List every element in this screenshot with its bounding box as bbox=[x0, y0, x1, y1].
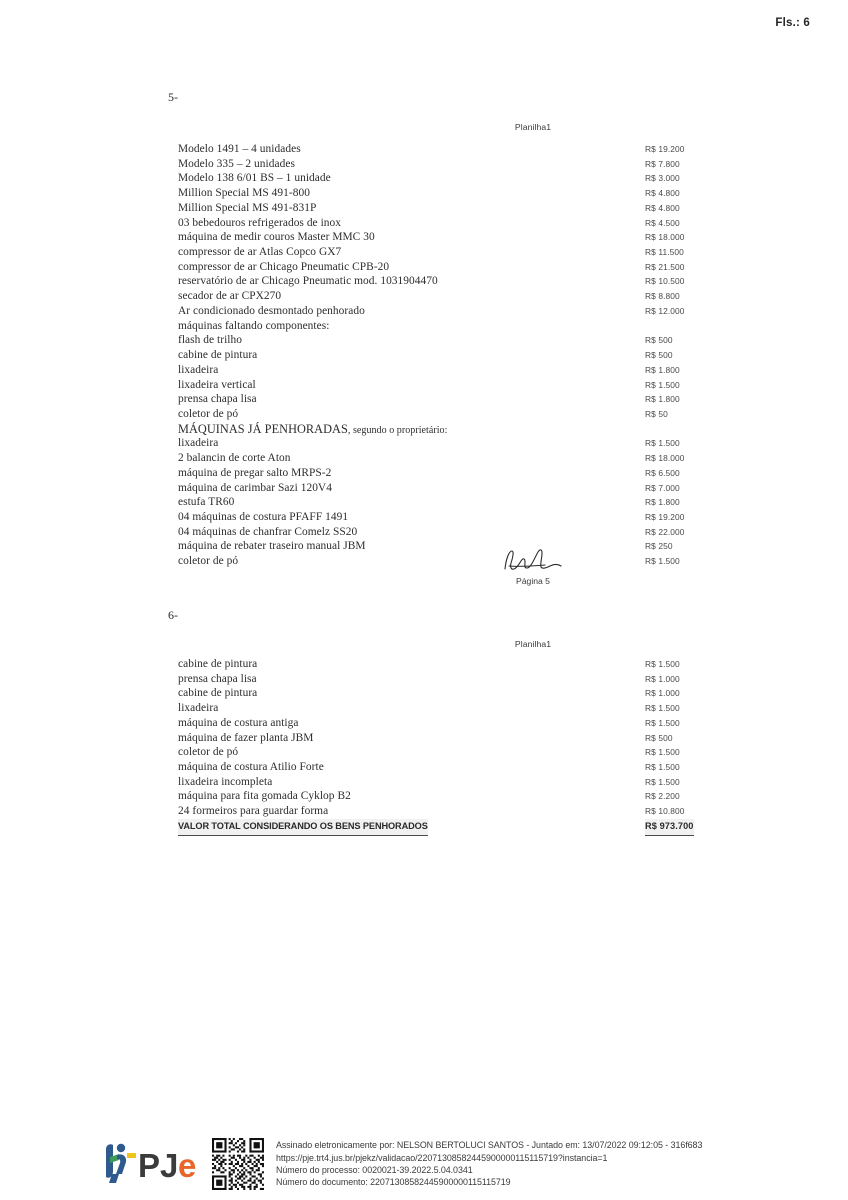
item-label: reservatório de ar Chicago Pneumatic mod. 1031904470 bbox=[178, 275, 438, 288]
item-label: flash de trilho bbox=[178, 334, 243, 347]
item-label: 04 máquinas de costura PFAFF 1491 bbox=[178, 510, 349, 523]
item-label: compressor de ar Atlas Copco GX7 bbox=[178, 246, 342, 259]
item-label: máquina de carimbar Sazi 120V4 bbox=[178, 481, 332, 494]
item-value: R$ 1.500 bbox=[645, 747, 680, 758]
table-row bbox=[178, 245, 738, 260]
table-row bbox=[178, 392, 738, 407]
item-label: 03 bebedouros refrigerados de inox bbox=[178, 216, 342, 229]
item-label: secador de ar CPX270 bbox=[178, 290, 282, 303]
item-value: R$ 19.200 bbox=[645, 511, 685, 522]
item-label: cabine de pintura bbox=[178, 687, 258, 700]
table-row bbox=[178, 731, 738, 746]
item-value: R$ 1.500 bbox=[645, 717, 680, 728]
item-label: cabine de pintura bbox=[178, 349, 258, 362]
item-label: máquina de pregar salto MRPS-2 bbox=[178, 466, 332, 479]
pje-logo bbox=[104, 1141, 204, 1187]
item-value: R$ 500 bbox=[645, 732, 673, 743]
item-label: MÁQUINAS JÁ PENHORADAS, segundo o proprietário: bbox=[178, 421, 448, 436]
item-label: lixadeira bbox=[178, 363, 219, 376]
item-value: R$ 1.500 bbox=[645, 703, 680, 714]
table-row bbox=[178, 363, 738, 378]
item-value: R$ 1.500 bbox=[645, 379, 680, 390]
table-row bbox=[178, 260, 738, 275]
page-folio-number: Fls.: 6 bbox=[775, 17, 810, 29]
item-label: lixadeira bbox=[178, 437, 219, 450]
item-value: R$ 500 bbox=[645, 350, 673, 361]
inventory-table bbox=[178, 657, 738, 834]
item-label: Modelo 138 6/01 BS – 1 unidade bbox=[178, 172, 331, 185]
sheet-tab-title: Planilha1 bbox=[514, 639, 552, 649]
item-label: máquinas faltando componentes: bbox=[178, 319, 330, 332]
pje-wordmark-e: e bbox=[178, 1147, 197, 1184]
item-label: estufa TR60 bbox=[178, 496, 235, 509]
item-label: máquina de rebater traseiro manual JBM bbox=[178, 540, 366, 553]
pje-signature-stamp bbox=[0, 1128, 848, 1200]
item-value: R$ 1.800 bbox=[645, 394, 680, 405]
signature-stamp-text bbox=[276, 1139, 702, 1189]
item-value: R$ 973.700 bbox=[645, 819, 694, 836]
item-value: R$ 3.000 bbox=[645, 173, 680, 184]
item-label: prensa chapa lisa bbox=[178, 393, 257, 406]
item-label: prensa chapa lisa bbox=[178, 672, 257, 685]
table-row bbox=[178, 760, 738, 775]
table-row bbox=[178, 436, 738, 451]
pje-figure-icon bbox=[106, 1144, 136, 1183]
item-label: máquina de costura Atilio Forte bbox=[178, 761, 324, 774]
handwritten-signature bbox=[497, 545, 569, 575]
item-value: R$ 11.500 bbox=[645, 247, 684, 258]
table-row bbox=[178, 451, 738, 466]
table-row bbox=[178, 407, 738, 422]
item-value: R$ 6.500 bbox=[645, 467, 680, 478]
table-row bbox=[178, 716, 738, 731]
table-row bbox=[178, 701, 738, 716]
item-value: R$ 1.800 bbox=[645, 497, 680, 508]
item-value: R$ 18.000 bbox=[645, 232, 685, 243]
item-label: compressor de ar Chicago Pneumatic CPB-20 bbox=[178, 260, 390, 273]
table-row bbox=[178, 481, 738, 496]
table-row bbox=[178, 422, 738, 437]
table-row bbox=[178, 333, 738, 348]
table-row bbox=[178, 348, 738, 363]
table-row bbox=[178, 657, 738, 672]
item-label: Modelo 1491 – 4 unidades bbox=[178, 143, 301, 155]
item-value: R$ 12.000 bbox=[645, 305, 685, 316]
item-value: R$ 4.800 bbox=[645, 202, 680, 213]
validation-qr-code bbox=[212, 1138, 264, 1190]
item-label: máquina para fita gomada Cyklop B2 bbox=[178, 790, 351, 803]
table-row bbox=[178, 230, 738, 245]
item-label: máquina de fazer planta JBM bbox=[178, 731, 314, 744]
item-value: R$ 2.200 bbox=[645, 791, 680, 802]
item-label: Ar condicionado desmontado penhorado bbox=[178, 304, 365, 317]
item-value: R$ 10.800 bbox=[645, 806, 685, 817]
table-row bbox=[178, 216, 738, 231]
item-value: R$ 4.800 bbox=[645, 188, 680, 199]
table-row bbox=[178, 495, 738, 510]
item-label: Million Special MS 491-831P bbox=[178, 201, 317, 214]
table-row bbox=[178, 804, 738, 819]
table-row bbox=[178, 378, 738, 393]
item-value: R$ 8.800 bbox=[645, 291, 680, 302]
item-value: R$ 250 bbox=[645, 541, 673, 552]
item-value: R$ 7.000 bbox=[645, 482, 680, 493]
stamp-line: Número do processo: 0020021-39.2022.5.04.0341 bbox=[276, 1165, 473, 1175]
table-row bbox=[178, 745, 738, 760]
item-value: R$ 1.000 bbox=[645, 688, 680, 699]
stamp-line: Assinado eletronicamente por: NELSON BERTOLUCI SANTOS - Juntado em: 13/07/2022 09:12:05 - 316f683 bbox=[276, 1140, 703, 1151]
item-value: R$ 50 bbox=[645, 408, 668, 419]
table-row bbox=[178, 789, 738, 804]
stamp-line: Número do documento: 22071308582445900000115115719 bbox=[276, 1177, 511, 1188]
item-value: R$ 19.200 bbox=[645, 144, 685, 154]
table-row bbox=[178, 201, 738, 216]
item-value: R$ 1.500 bbox=[645, 659, 680, 669]
table-row bbox=[178, 466, 738, 481]
sheet-tab-title: Planilha1 bbox=[514, 122, 552, 132]
table-row bbox=[178, 157, 738, 172]
stamp-line: https://pje.trt4.jus.br/pjekz/validacao/22071308582445900000115115719?instancia=1 bbox=[276, 1152, 608, 1163]
table-row bbox=[178, 775, 738, 790]
item-label: 04 máquinas de chanfrar Comelz SS20 bbox=[178, 525, 358, 538]
item-value: R$ 7.800 bbox=[645, 158, 680, 169]
table-row bbox=[178, 274, 738, 289]
item-label: lixadeira vertical bbox=[178, 378, 256, 391]
table-row bbox=[178, 186, 738, 201]
item-value: R$ 21.500 bbox=[645, 261, 685, 272]
item-label: Modelo 335 – 2 unidades bbox=[178, 157, 295, 170]
table-row bbox=[178, 171, 738, 186]
item-value: R$ 1.500 bbox=[645, 776, 680, 787]
table-row bbox=[178, 525, 738, 540]
item-label: 24 formeiros para guardar forma bbox=[178, 805, 329, 818]
item-value: R$ 1.000 bbox=[645, 673, 680, 684]
item-label: 2 balancin de corte Aton bbox=[178, 452, 291, 465]
item-value: R$ 4.500 bbox=[645, 217, 680, 228]
sheet-page-label: Página 5 bbox=[516, 576, 550, 586]
item-label: coletor de pó bbox=[178, 555, 239, 568]
item-value: R$ 10.500 bbox=[645, 276, 685, 287]
item-value: R$ 1.500 bbox=[645, 556, 680, 567]
item-value: R$ 22.000 bbox=[645, 526, 685, 537]
table-row bbox=[178, 304, 738, 319]
item-label: máquina de medir couros Master MMC 30 bbox=[178, 231, 375, 244]
item-label: lixadeira bbox=[178, 702, 219, 715]
sheet-footer bbox=[109, 545, 848, 586]
table-row bbox=[178, 319, 738, 334]
inventory-table bbox=[178, 142, 738, 569]
section-marker: 6- bbox=[168, 608, 178, 622]
table-row bbox=[178, 510, 738, 525]
item-label: coletor de pó bbox=[178, 407, 239, 420]
table-row bbox=[178, 819, 738, 834]
item-value: R$ 1.800 bbox=[645, 364, 680, 375]
item-value: R$ 18.000 bbox=[645, 453, 685, 464]
item-value: R$ 500 bbox=[645, 335, 673, 346]
pje-wordmark-pj: PJ bbox=[138, 1147, 179, 1184]
item-label: cabine de pintura bbox=[178, 658, 258, 670]
item-label: máquina de costura antiga bbox=[178, 716, 299, 729]
item-label: lixadeira incompleta bbox=[178, 775, 273, 788]
table-row bbox=[178, 142, 738, 157]
item-label: coletor de pó bbox=[178, 746, 239, 759]
item-value: R$ 1.500 bbox=[645, 438, 680, 449]
item-label: Million Special MS 491-800 bbox=[178, 187, 310, 200]
item-label: VALOR TOTAL CONSIDERANDO OS BENS PENHORADOS bbox=[178, 819, 428, 836]
item-value: R$ 1.500 bbox=[645, 762, 680, 773]
section-marker: 5- bbox=[168, 90, 178, 104]
table-row bbox=[178, 686, 738, 701]
table-row bbox=[178, 672, 738, 687]
table-row bbox=[178, 289, 738, 304]
